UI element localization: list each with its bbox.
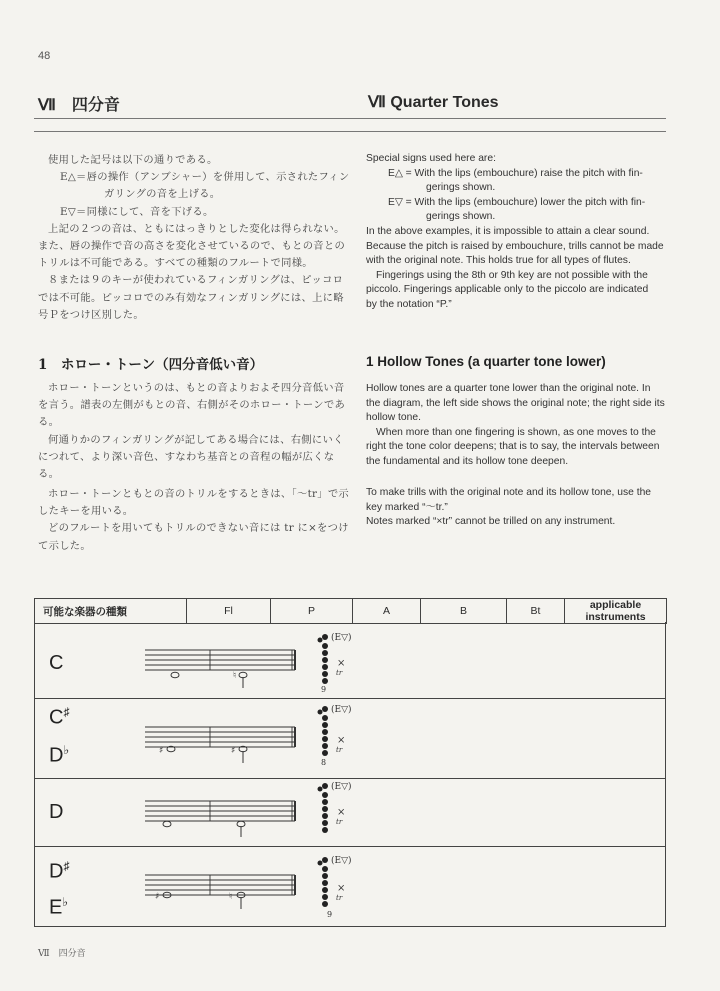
jp-body-line: 何通りかのフィンガリングが記してある場合には、右側にいく: [48, 433, 344, 446]
en-intro-line: piccolo. Fingerings applicable only to the piccolo are indicated: [366, 284, 649, 296]
embouchure-sign: (E▽): [331, 705, 352, 715]
trill-cross: ×: [337, 735, 346, 746]
en-body-line: key marked “～tr.”: [366, 501, 448, 513]
en-body-line: the diagram, the left side shows the original note; the right side its: [366, 397, 665, 409]
staff-and-fingering: [115, 699, 415, 779]
en-body-line: Notes marked “×tr” cannot be trilled on any instrument.: [366, 516, 616, 528]
en-intro-line: with the original note. This holds true for all types of flutes.: [366, 255, 631, 267]
svg-text:♯: ♯: [159, 746, 164, 756]
jp-intro-line: 使用した記号は以下の通りである。: [48, 154, 218, 166]
en-body-line: right the tone color deepens; that is to say, the intervals between: [366, 441, 660, 453]
en-body-2: [366, 486, 666, 530]
jp-body-line: を言う。譜表の左側がもとの音、右側がそのホロー・トーンであ: [38, 399, 346, 412]
en-intro-line: E▽ = With the lips (embouchure) lower the pitch with fin-: [388, 196, 646, 208]
svg-text:♮: ♮: [229, 892, 233, 902]
trill-cross: ×: [337, 658, 346, 669]
trill-mark: tr: [336, 746, 343, 754]
jp-body-line: ホロー・トーンともとの音のトリルをするときは、「～tr」で示: [48, 488, 350, 500]
jp-intro-line: ガリングの音を上げる。: [104, 188, 221, 201]
jp-intro-line: E▽＝同様にして、音を下げる。: [60, 205, 214, 218]
jp-body-line: ホロー・トーンというのは、もとの音よりおよそ四分音低い音: [48, 382, 345, 394]
key-number: 9: [321, 685, 327, 694]
fingering-row-c: [34, 622, 666, 699]
en-body-line: To make trills with the original note and its hollow tone, use the: [366, 487, 652, 498]
embouchure-sign: (E▽): [331, 633, 352, 643]
en-intro-line: gerings shown.: [426, 182, 496, 194]
jp-body-line: につれて、より深い音色、すなわち基音との音程の幅が広くなる。: [38, 450, 335, 481]
embouchure-sign: (E▽): [331, 782, 352, 792]
svg-text:♮: ♮: [233, 671, 237, 681]
embouchure-sign: (E▽): [331, 856, 352, 866]
header-fl: Fl: [187, 599, 271, 624]
en-intro-line: In the above examples, it is impossible to attain a clear sound.: [366, 225, 650, 237]
key-number: 8: [321, 758, 327, 767]
en-intro-line: by the notation “P.”: [366, 298, 452, 310]
instrument-table-header: [34, 598, 667, 624]
jp-intro-line: E△＝唇の操作（アンブシャー）を併用して、示されたフィン: [60, 171, 350, 184]
trill-mark: tr: [336, 669, 343, 677]
note-label: C: [49, 652, 64, 674]
en-body-line: Hollow tones are a quarter tone lower than the original note. In: [366, 383, 651, 394]
jp-intro-line: また、唇の操作で音の高さを変化させているので、もとの音との: [38, 240, 346, 253]
header-p: P: [271, 599, 353, 624]
header-instrument-types: 可能な楽器の種類: [35, 599, 187, 624]
jp-body-1: [38, 380, 350, 483]
en-body-line: the fundamental and its hollow tone deepen.: [366, 455, 569, 467]
fingering-row-d: [34, 779, 666, 847]
en-intro-line: Fingerings using the 8th or 9th key are not possible with the: [376, 269, 648, 281]
en-intro: [366, 152, 666, 313]
en-intro-line: E△ = With the lips (embouchure) raise the pitch with fin-: [388, 167, 643, 179]
jp-intro-line: 号Ｐをつけ区別した。: [38, 308, 144, 321]
heading-rule-bottom: [34, 131, 666, 132]
en-body-1: [366, 382, 666, 470]
jp-body-line: したキーを用いる。: [38, 505, 134, 518]
trill-cross: ×: [337, 883, 346, 894]
page-number: 48: [38, 50, 51, 62]
header-applicable-instruments: applicable instruments: [565, 599, 667, 624]
key-number: 9: [327, 910, 333, 919]
trill-cross: ×: [337, 807, 346, 818]
jp-body-line: て示した。: [38, 539, 91, 552]
en-intro-line: Because the pitch is raised by embouchure, trills cannot be made: [366, 240, 664, 252]
jp-intro-line: 上記の２つの音は、ともにはっきりとした変化は得られない。: [48, 222, 345, 235]
en-subheading: 1 Hollow Tones (a quarter tone lower): [366, 354, 606, 369]
en-intro-line: gerings shown.: [426, 211, 496, 223]
jp-intro-line: では不可能。ピッコロでのみ有効なフィンガリングには、上に略: [38, 291, 344, 304]
fingering-row-d-sharp-e-flat: [34, 847, 666, 927]
fingering-row-c-sharp-d-flat: [34, 699, 666, 779]
jp-intro-line: ８または９のキーが使われているフィンガリングは、ピッコロ: [48, 274, 344, 287]
jp-section-heading: Ⅶ 四分音: [38, 97, 120, 114]
note-label-flat: E♭: [49, 895, 69, 919]
svg-text:♯: ♯: [231, 746, 236, 756]
header-a: A: [353, 599, 421, 624]
jp-body-line: る。: [38, 416, 60, 429]
note-label: D: [49, 801, 64, 823]
jp-subheading: 1 ホロー・トーン（四分音低い音）: [38, 357, 264, 373]
heading-rule-top: [34, 118, 666, 119]
staff-and-fingering: [115, 779, 415, 847]
trill-mark: tr: [336, 818, 343, 826]
jp-intro-line: トリルは不可能である。すべての種類のフルートで同様。: [38, 257, 313, 270]
en-section-heading: Ⅶ Quarter Tones: [368, 94, 499, 111]
header-b: B: [421, 599, 507, 624]
en-body-line: When more than one fingering is shown, as one moves to the: [376, 426, 656, 438]
jp-body-2: [38, 486, 350, 555]
header-bt: Bt: [507, 599, 565, 624]
staff-and-fingering: [115, 622, 415, 698]
en-body-line: hollow tone.: [366, 412, 421, 424]
svg-text:♯: ♯: [155, 892, 160, 902]
note-label-sharp: C♯: [49, 705, 70, 729]
jp-body-line: どのフルートを用いてもトリルのできない音には tr に×をつけ: [48, 522, 349, 535]
jp-intro: [38, 152, 350, 324]
note-label-flat: D♭: [49, 743, 70, 767]
staff-and-fingering: [115, 847, 415, 927]
page-footer: Ⅶ 四分音: [38, 949, 86, 959]
note-label-sharp: D♯: [49, 859, 70, 883]
trill-mark: tr: [336, 894, 343, 902]
en-intro-line: Special signs used here are:: [366, 153, 496, 164]
